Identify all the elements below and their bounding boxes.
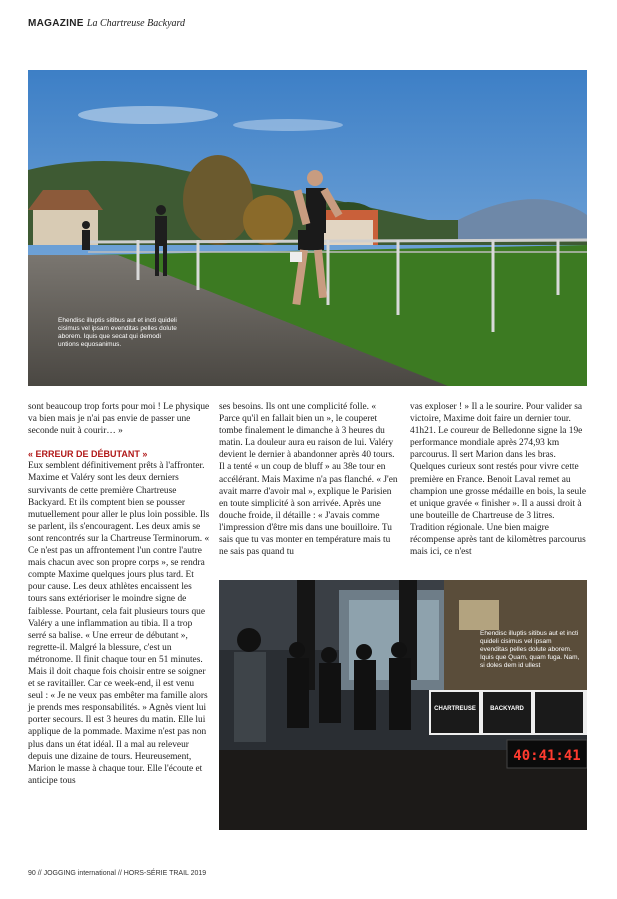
article-paragraph: ses besoins. Ils ont une complicité folle. « Parce qu'il en fallait bien un », le couperet tombe finalement le dimanche à 3 heures du matin. La douleur aura eu raison de lui. Valéry devient le dernier à abandonner après 40 tours. Il a tenté « un coup de bluff » au 38e tour en accélérant. Mais Maxime n'a pas flanché. « J'en avait marre d'avoir mal », explique le Parisien en toute simplicité à son arrivée. Après une douche froide, il détaille : « J'avais comme l'impression d'être mis dans une bouilloire. Tu sais que tu vas monter en température mais tu ne sais pas quand tu (219, 402, 398, 558)
photo-caption-2: Ehendisc illuptis sitibus aut et incti quideli cisimus vel ipsam evenditas pelles dolute aborem. Iquis que Quam, quam fuga. Nam, si doles dem id ullest (480, 630, 580, 669)
article-subheading: « ERREUR DE DÉBUTANT » (28, 449, 148, 460)
article-paragraph: vas exploser ! » Il a le sourire. Pour valider sa victoire, Maxime doit faire un dernier tour. 41h21. Le coureur de Belledonne signe la 19e performance mondiale après 274,93 km parcourus. Il sert Marion dans les bras. Quelques curieux sont restés pour vivre cette première en France. Benoit Laval remet au champion une grosse médaille en bois, la seule et unique gravée « finisher ». Il a aussi droit à une bouteille de Chartreuse de 3 litres. Tradition régionale. Une bien maigre récompense après tant de kilomètres parcourus mais ici, ce n'est (410, 402, 586, 558)
article-paragraph: Eux semblent définitivement prêts à l'affronter. Maxime et Valéry sont les deux derniers survivants de cette première Chartreuse Backyard. Et ils comptent bien se pousser mutuellement pour aller le plus loin possible. Ils se parlent, ils s'encouragent. Les deux amis se sont rencontrés sur la Chartreuse Terminorum. « Ce n'est pas un affrontement l'un contre l'autre mais chacun avec son propre corps », se rendra compte Maxime quelques jours plus tard. Et pour cause. Les deux athlètes encaissent les tours sans extérioriser le moindre signe de faiblesse. Pourtant, cela fait plusieurs tours que Valéry a une inflammation au tibia. Il a trop serré sa balise. « Une erreur de débutant », regrette-il. Malgré la blessure, c'est un métronome. Il finit chaque tour en 51 minutes. Mais il doit chaque fois choisir entre se soigner et se ravitailler. Car ce week-end, il est venu seul : « Je ne veux pas embêter ma famille alors je prends mes responsabilités. » Agnès vient lui porter secours. Il est 3 heures du matin. Elle lui applique de la pommade. Maxime n'est pas non plus dans un état idéal. Il a mal au releveur depuis une dizaine de tours. Heureusement, Marion le masse à chaque tour. Elle l'écoute et anticipe tous (28, 461, 210, 786)
article-column-2 (219, 401, 398, 558)
magazine-section-label: MAGAZINE (28, 18, 84, 29)
finish-area-photo (219, 580, 587, 830)
photo-caption-1: Ehendisc illuptis sitibus aut et incti quideli cisimus vel ipsam evenditas pelles dolute aborem. Iquis que secat qui demodi untions equosanimus. (58, 317, 177, 348)
article-column-3 (410, 401, 587, 558)
running-header (28, 18, 185, 29)
article-title: La Chartreuse Backyard (86, 18, 186, 29)
page-footer: 90 // JOGGING international // HORS-SÉRIE TRAIL 2019 (28, 870, 207, 877)
banner-text: BACKYARD (490, 706, 524, 712)
race-clock: 40:41:41 (513, 748, 581, 764)
article-column-1 (28, 401, 211, 787)
article-paragraph: sont beaucoup trop forts pour moi ! Le physique va bien mais je n'ai pas envie de passer une seconde nuit à courir… » (28, 402, 210, 437)
banner-text: CHARTREUSE (434, 706, 476, 712)
